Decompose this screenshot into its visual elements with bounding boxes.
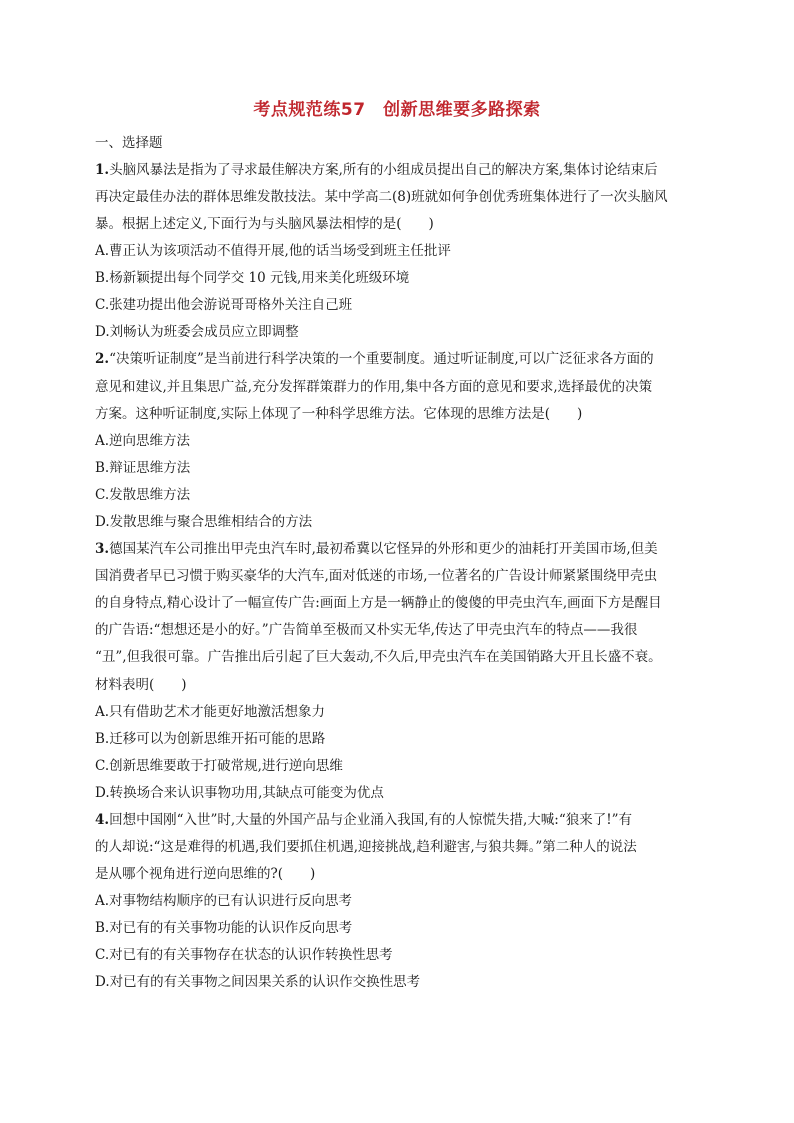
question-2-stem-line-3: 方案。这种听证制度,实际上体现了一种科学思维方法。它体现的思维方法是( ): [95, 406, 583, 422]
question-1-stem-line-2: 再决定最佳办法的群体思维发散技法。某中学高二(8)班就如何争创优秀班集体进行了一次头脑风: [95, 189, 668, 205]
question-1-option-c: C.张建功提出他会游说哥哥格外关注自己班: [95, 297, 353, 313]
question-2-option-d: D.发散思维与聚合思维相结合的方法: [95, 514, 313, 530]
question-4-option-a: A.对事物结构顺序的已有认识进行反向思考: [95, 893, 353, 909]
question-1-stem-line-3: 暴。根据上述定义,下面行为与头脑风暴法相悖的是( ): [95, 216, 434, 232]
question-2-option-b: B.辩证思维方法: [95, 460, 191, 476]
question-2-stem-line-1: 2.“决策听证制度”是当前进行科学决策的一个重要制度。通过听证制度,可以广泛征求各方面的: [95, 351, 654, 367]
question-1-number: 1.: [95, 162, 110, 178]
question-4-option-c: C.对已有的有关事物存在状态的认识作转换性思考: [95, 947, 393, 963]
section-heading: 一、选择题: [95, 135, 163, 151]
question-2-stem-line-2: 意见和建议,并且集思广益,充分发挥群策群力的作用,集中各方面的意见和要求,选择最优的决策: [95, 379, 653, 395]
question-3-stem-line-6: 材料表明( ): [95, 677, 187, 693]
question-3-option-d: D.转换场合来认识事物功用,其缺点可能变为优点: [95, 785, 384, 801]
question-1-stem-line-1: 1.头脑风暴法是指为了寻求最佳解决方案,所有的小组成员提出自己的解决方案,集体讨论结束后: [95, 162, 658, 178]
question-3-option-a: A.只有借助艺术才能更好地激活想象力: [95, 704, 326, 720]
question-3-stem-line-3: 的自身特点,精心设计了一幅宣传广告:画面上方是一辆静止的傻傻的甲壳虫汽车,画面下方是醒目: [95, 595, 662, 611]
question-4-number: 4.: [95, 812, 110, 828]
question-3-stem-line-4: 的广告语:“想想还是小的好。”广告简单至极而又朴实无华,传达了甲壳虫汽车的特点——我很: [95, 622, 638, 638]
question-2-number: 2.: [95, 351, 110, 367]
question-4-stem-line-2: 的人却说:“这是难得的机遇,我们要抓住机遇,迎接挑战,趋利避害,与狼共舞。”第二种人的说法: [95, 839, 637, 855]
question-2-option-a: A.逆向思维方法: [95, 433, 191, 449]
question-4-stem-line-3: 是从哪个视角进行逆向思维的?( ): [95, 866, 316, 882]
question-4-option-d: D.对已有的有关事物之间因果关系的认识作交换性思考: [95, 974, 421, 990]
question-4-stem-line-1: 4.回想中国刚“入世”时,大量的外国产品与企业涌入我国,有的人惊慌失措,大喊:“狼来了!”有: [95, 812, 633, 828]
question-2-option-c: C.发散思维方法: [95, 487, 191, 503]
question-3-number: 3.: [95, 541, 110, 557]
question-3-option-b: B.迁移可以为创新思维开拓可能的思路: [95, 731, 326, 747]
question-3-option-c: C.创新思维要敢于打破常规,进行逆向思维: [95, 758, 343, 774]
page-title: 考点规范练57 创新思维要多路探索: [253, 100, 541, 120]
question-3-stem-line-5: “丑”,但我很可靠。广告推出后引起了巨大轰动,不久后,甲壳虫汽车在美国销路大开且长盛不衰。: [95, 649, 662, 665]
question-1-option-b: B.杨新颖提出每个同学交 10 元钱,用来美化班级环境: [95, 270, 410, 286]
question-3-stem-line-2: 国消费者早已习惯于购买豪华的大汽车,面对低迷的市场,一位著名的广告设计师紧紧围绕甲壳虫: [95, 568, 658, 584]
question-3-stem-line-1: 3.德国某汽车公司推出甲壳虫汽车时,最初希冀以它怪异的外形和更少的油耗打开美国市场,但美: [95, 541, 658, 557]
question-4-option-b: B.对已有的有关事物功能的认识作反向思考: [95, 920, 353, 936]
question-1-option-a: A.曹正认为该项活动不值得开展,他的话当场受到班主任批评: [95, 243, 451, 259]
question-1-option-d: D.刘畅认为班委会成员应立即调整: [95, 324, 299, 340]
